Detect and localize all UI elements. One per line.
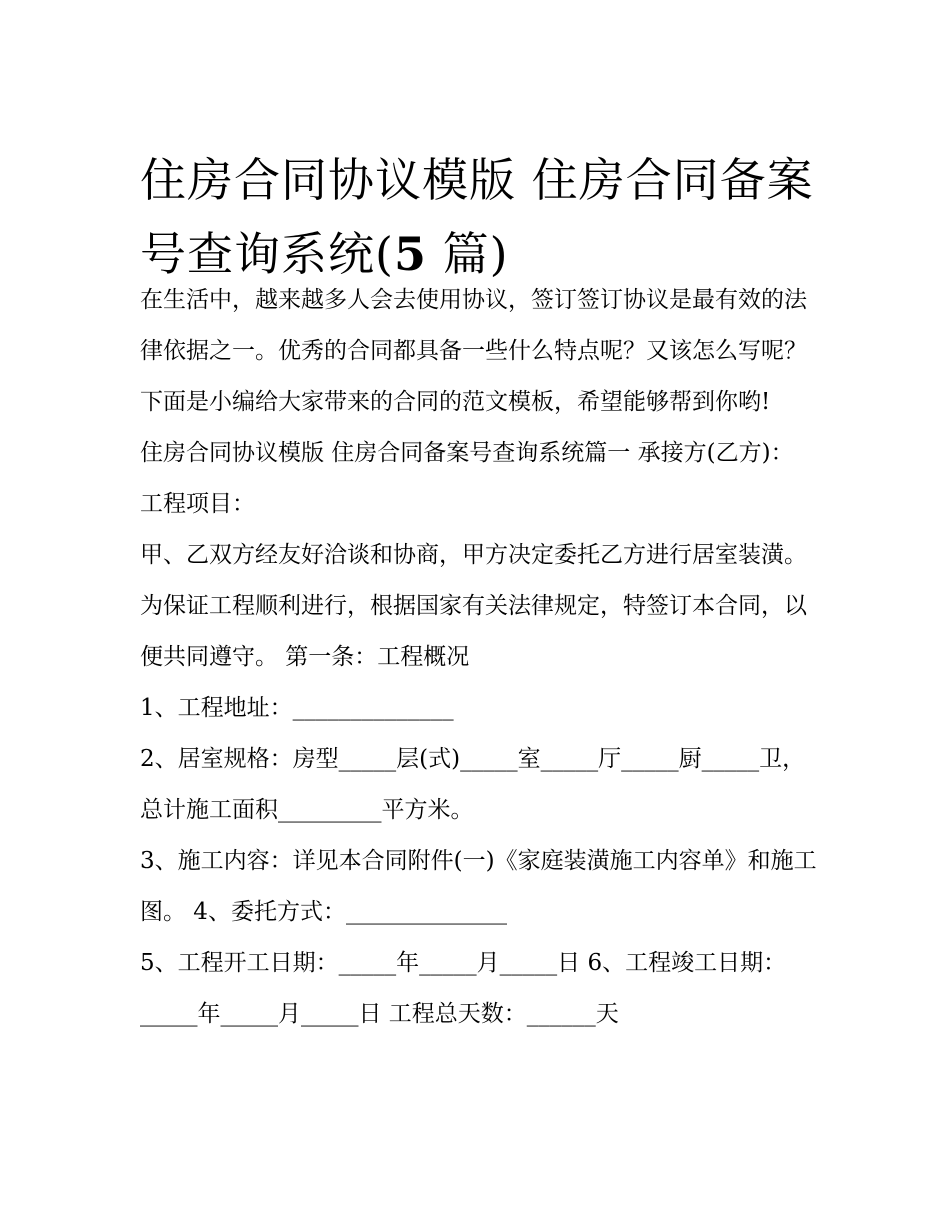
clause-address: 1、工程地址：______________ bbox=[140, 695, 454, 721]
agreement-paragraph: 甲、乙双方经友好洽谈和协商，甲方决定委托乙方进行居室装潢。为保证工程顺利进行，根据国家有关法律规定，特签订本合同，以便共同遵守。 第一条：工程概况 bbox=[140, 542, 807, 670]
document-body bbox=[140, 275, 820, 1040]
section-heading-paragraph: 住房合同协议模版 住房合同备案号查询系统篇一 承接方(乙方)： 工程项目： bbox=[140, 440, 794, 517]
title-text-part1: 住房合同协议模版 住房合同备案号查询系统( bbox=[140, 152, 814, 281]
intro-paragraph: 在生活中，越来越多人会去使用协议，签订签订协议是最有效的法律依据之一。优秀的合同都具备一些什么特点呢？又该怎么写呢？下面是小编给大家带来的合同的范文模板，希望能够帮到你哟! bbox=[140, 287, 807, 415]
title-text-part2: 篇) bbox=[426, 226, 509, 281]
clause-room-spec: 2、居室规格：房型_____层(式)_____室_____厅_____厨_____卫，总计施工面积_________平方米。 bbox=[140, 746, 806, 823]
page-title bbox=[140, 143, 840, 291]
clause-schedule: 5、工程开工日期：_____年_____月_____日 6、工程竣工日期：_____年_____月_____日 工程总天数：______天 bbox=[140, 950, 787, 1027]
clause-construction-content: 3、施工内容：详见本合同附件(一)《家庭装潢施工内容单》和施工图。 4、委托方式：______________ bbox=[140, 848, 817, 925]
title-count: 5 bbox=[393, 226, 427, 281]
